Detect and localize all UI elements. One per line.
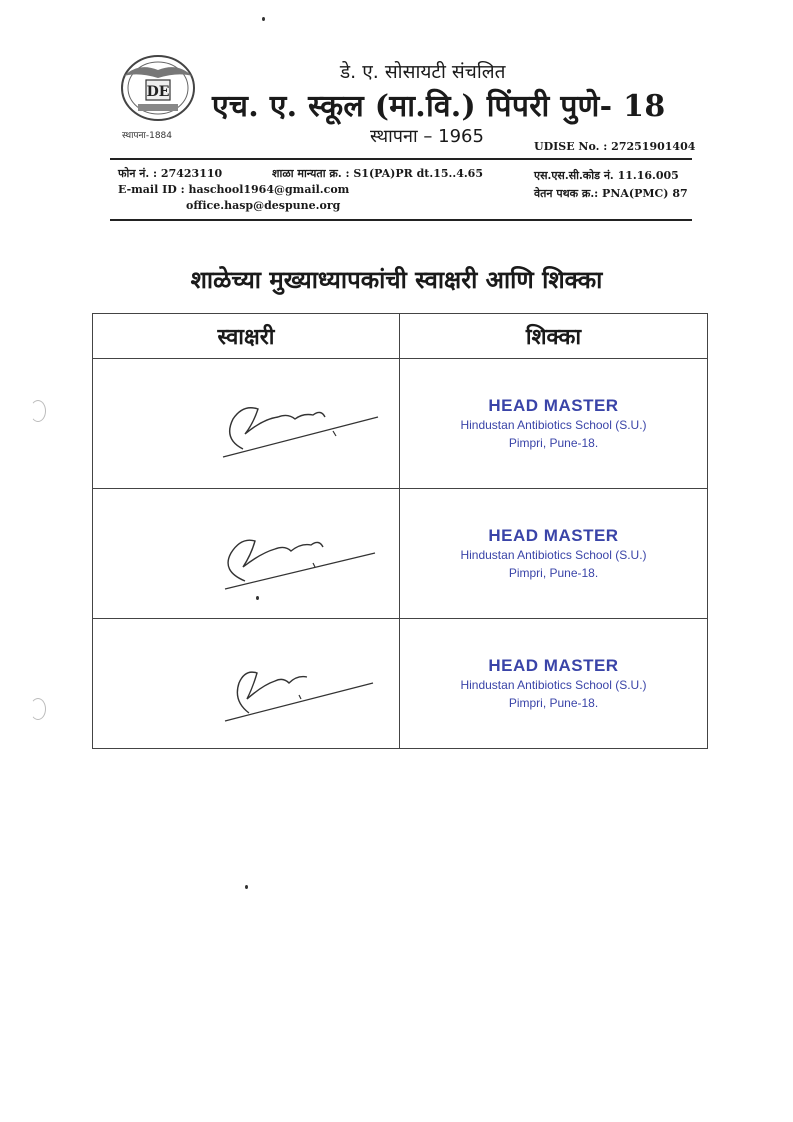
header-signature: स्वाक्षरी [93,314,400,359]
table-row [93,619,708,749]
stamp-title: HEAD MASTER [488,395,619,415]
page-title: शाळेच्या मुख्याध्यापकांची स्वाक्षरी आणि शिक्का [190,266,603,294]
society-name: डे. ए. सोसायटी संचलित [340,61,506,83]
email-secondary: office.hasp@despune.org [186,199,341,212]
stamp-school: Hindustan Antibiotics School (S.U.) [460,417,647,432]
signature-cell [93,619,400,749]
recognition-number: शाळा मान्यता क्र. : S1(PA)PR dt.15..4.65 [272,167,483,180]
school-name: एच. ए. स्कूल (मा.वि.) पिंपरी पुणे- 18 [212,89,666,124]
head-master-stamp [400,396,707,452]
svg-text:DE: DE [146,84,170,100]
signature-image [203,379,383,469]
school-logo [118,52,198,124]
scan-speck [262,17,265,21]
head-master-stamp [400,656,707,712]
header-divider-top [110,158,692,160]
logo-established: स्थापना-1884 [122,131,172,141]
ssc-code: एस.एस.सी.कोड नं. 11.16.005 [534,169,679,182]
signature-cell [93,359,400,489]
stamp-cell [400,489,708,619]
stamp-address: Pimpri, Pune-18. [508,565,599,580]
email-primary: E-mail ID : haschool1964@gmail.com [118,183,350,196]
binder-hole-mark [30,400,46,422]
table-header-row [93,314,708,359]
stamp-school: Hindustan Antibiotics School (S.U.) [460,677,647,692]
salary-unit: वेतन पथक क्र.: PNA(PMC) 87 [534,187,688,200]
stamp-title: HEAD MASTER [488,525,619,545]
stamp-address: Pimpri, Pune-18. [508,695,599,710]
udise-number: UDISE No. : 27251901404 [534,140,696,153]
head-master-stamp [400,526,707,582]
scan-speck [256,596,259,600]
signature-image [203,639,383,729]
phone-number: फोन नं. : 27423110 [118,167,223,180]
header-divider-bottom [110,219,692,221]
stamp-cell [400,619,708,749]
established-year: स्थापना – 1965 [370,126,484,147]
table-row [93,489,708,619]
signature-cell [93,489,400,619]
stamp-title: HEAD MASTER [488,655,619,675]
stamp-address: Pimpri, Pune-18. [508,435,599,450]
binder-hole-mark [30,698,46,720]
stamp-cell [400,359,708,489]
header-stamp: शिक्का [400,314,708,359]
signature-table [92,313,708,749]
scan-speck [245,885,248,889]
signature-image [203,509,383,599]
stamp-school: Hindustan Antibiotics School (S.U.) [460,547,647,562]
table-row [93,359,708,489]
